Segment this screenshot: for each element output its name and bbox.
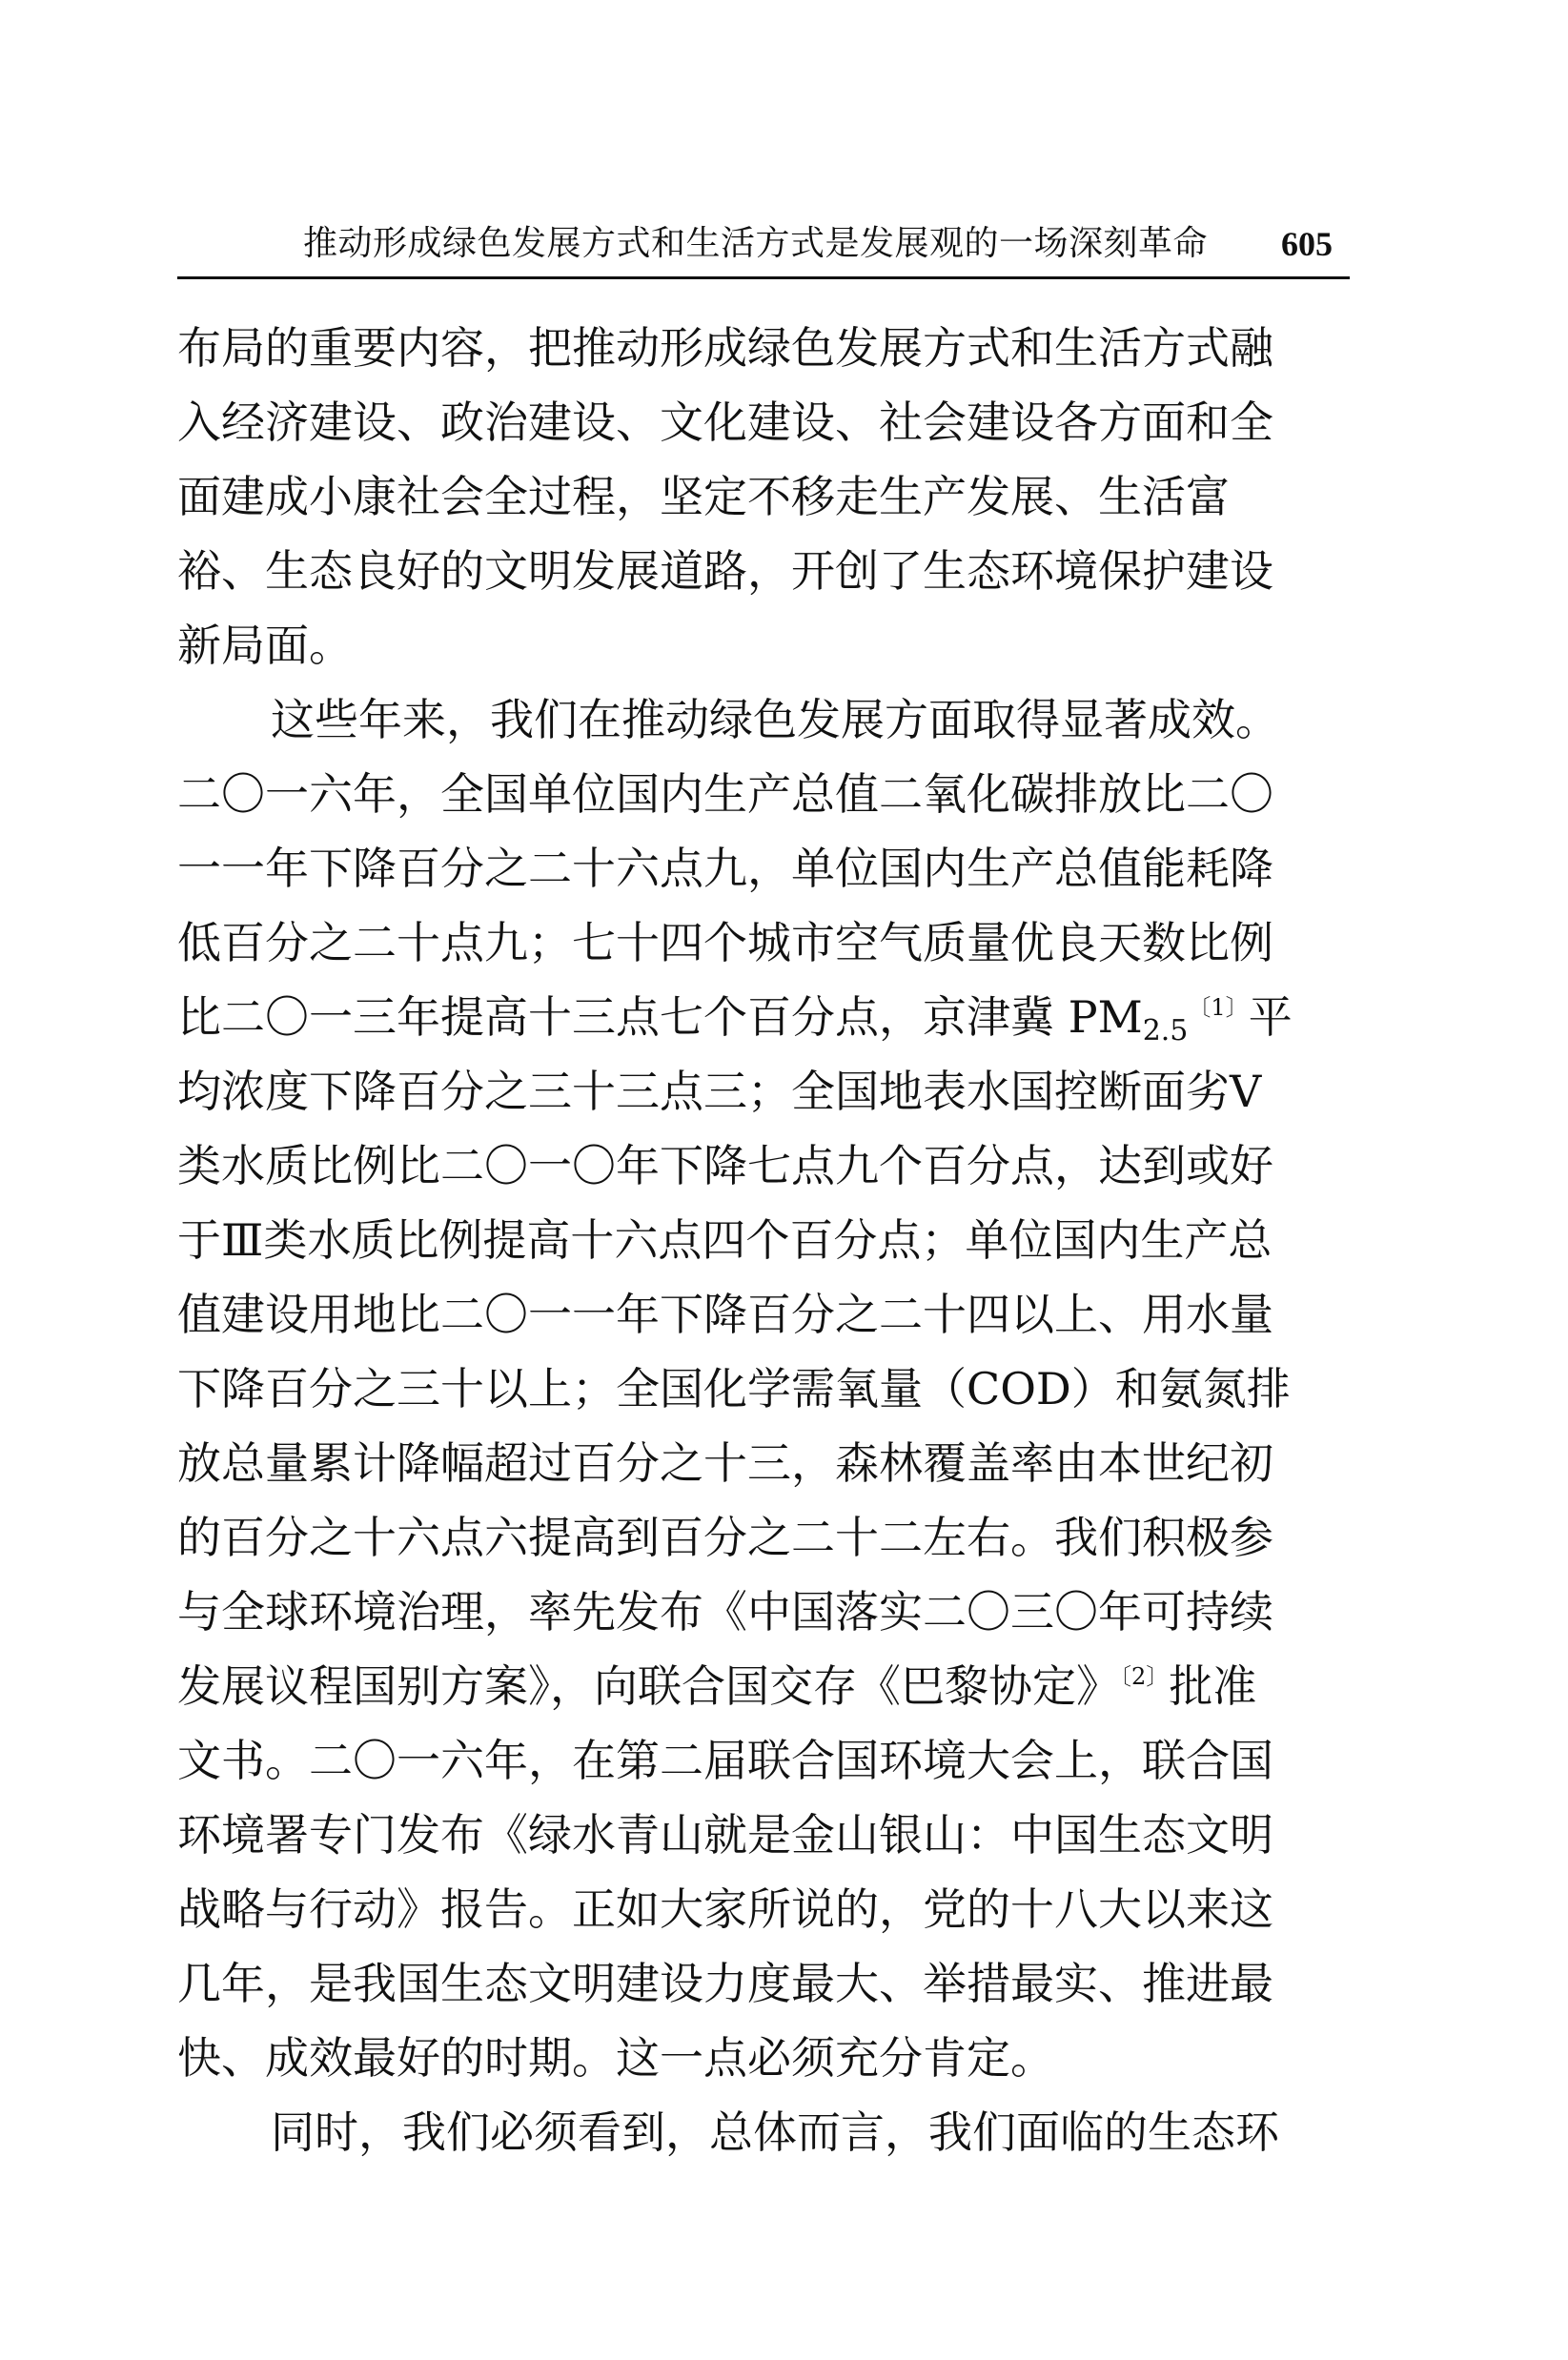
text-line: 入经济建设、政治建设、文化建设、社会建设各方面和全 [177, 397, 1273, 448]
text-line: 面建成小康社会全过程，坚定不移走生产发展、生活富 [177, 471, 1230, 522]
text-line: 几年，是我国生态文明建设力度最大、举措最实、推进最 [177, 1958, 1273, 2009]
paragraph-start-line: 这些年来，我们在推动绿色发展方面取得显著成效。 [271, 694, 1279, 745]
text-line-with-footnote [177, 980, 1359, 1054]
text-line: 新局面。 [177, 620, 353, 671]
text-line: 布局的重要内容，把推动形成绿色发展方式和生活方式融 [177, 322, 1273, 374]
line-text: 批准 [1169, 1660, 1257, 1712]
text-line: 于Ⅲ类水质比例提高十六点四个百分点；单位国内生产总 [177, 1214, 1273, 1266]
text-line: 环境署专门发布《绿水青山就是金山银山：中国生态文明 [177, 1809, 1273, 1861]
line-text: 平 [1248, 991, 1293, 1043]
body-text [177, 311, 1359, 2169]
text-line: 快、成效最好的时期。这一点必须充分肯定。 [177, 2032, 1054, 2084]
text-line: 均浓度下降百分之三十三点三；全国地表水国控断面劣Ⅴ [177, 1066, 1262, 1117]
text-line: 放总量累计降幅超过百分之十三，森林覆盖率由本世纪初 [177, 1437, 1273, 1489]
line-text: 发展议程国别方案》，向联合国交存《巴黎协定》 [177, 1660, 1120, 1712]
text-line: 战略与行动》报告。正如大家所说的，党的十八大以来这 [177, 1883, 1273, 1935]
line-text: 比二〇一三年提高十三点七个百分点，京津冀 PM [177, 991, 1143, 1043]
page-number: 605 [1281, 225, 1333, 263]
footnote-marker[interactable]: 〔2〕 [1120, 1663, 1170, 1690]
text-line: 的百分之十六点六提高到百分之二十二左右。我们积极参 [177, 1512, 1273, 1563]
paragraph-start-line: 同时，我们必须看到，总体而言，我们面临的生态环 [271, 2106, 1279, 2158]
text-line: 下降百分之三十以上；全国化学需氧量（COD）和氨氮排 [177, 1363, 1291, 1414]
text-line: 低百分之二十点九；七十四个城市空气质量优良天数比例 [177, 917, 1273, 968]
text-line: 裕、生态良好的文明发展道路，开创了生态环境保护建设 [177, 545, 1273, 597]
running-title: 推动形成绿色发展方式和生活方式是发展观的一场深刻革命 [303, 224, 1209, 263]
running-header [177, 217, 1348, 271]
footnote-marker[interactable]: 〔1〕 [1188, 994, 1249, 1021]
text-line: 与全球环境治理，率先发布《中国落实二〇三〇年可持续 [177, 1586, 1273, 1638]
header-rule [177, 276, 1350, 279]
pm-subscript: 2.5 [1142, 1014, 1189, 1048]
text-line: 文书。二〇一六年，在第二届联合国环境大会上，联合国 [177, 1735, 1273, 1786]
text-line: 类水质比例比二〇一〇年下降七点九个百分点，达到或好 [177, 1140, 1273, 1191]
text-line: 一一年下降百分之二十六点九，单位国内生产总值能耗降 [177, 843, 1273, 894]
text-line: 二〇一六年，全国单位国内生产总值二氧化碳排放比二〇 [177, 768, 1273, 820]
text-line-with-footnote [177, 1649, 1359, 1723]
text-line: 值建设用地比二〇一一年下降百分之二十四以上、用水量 [177, 1289, 1273, 1340]
